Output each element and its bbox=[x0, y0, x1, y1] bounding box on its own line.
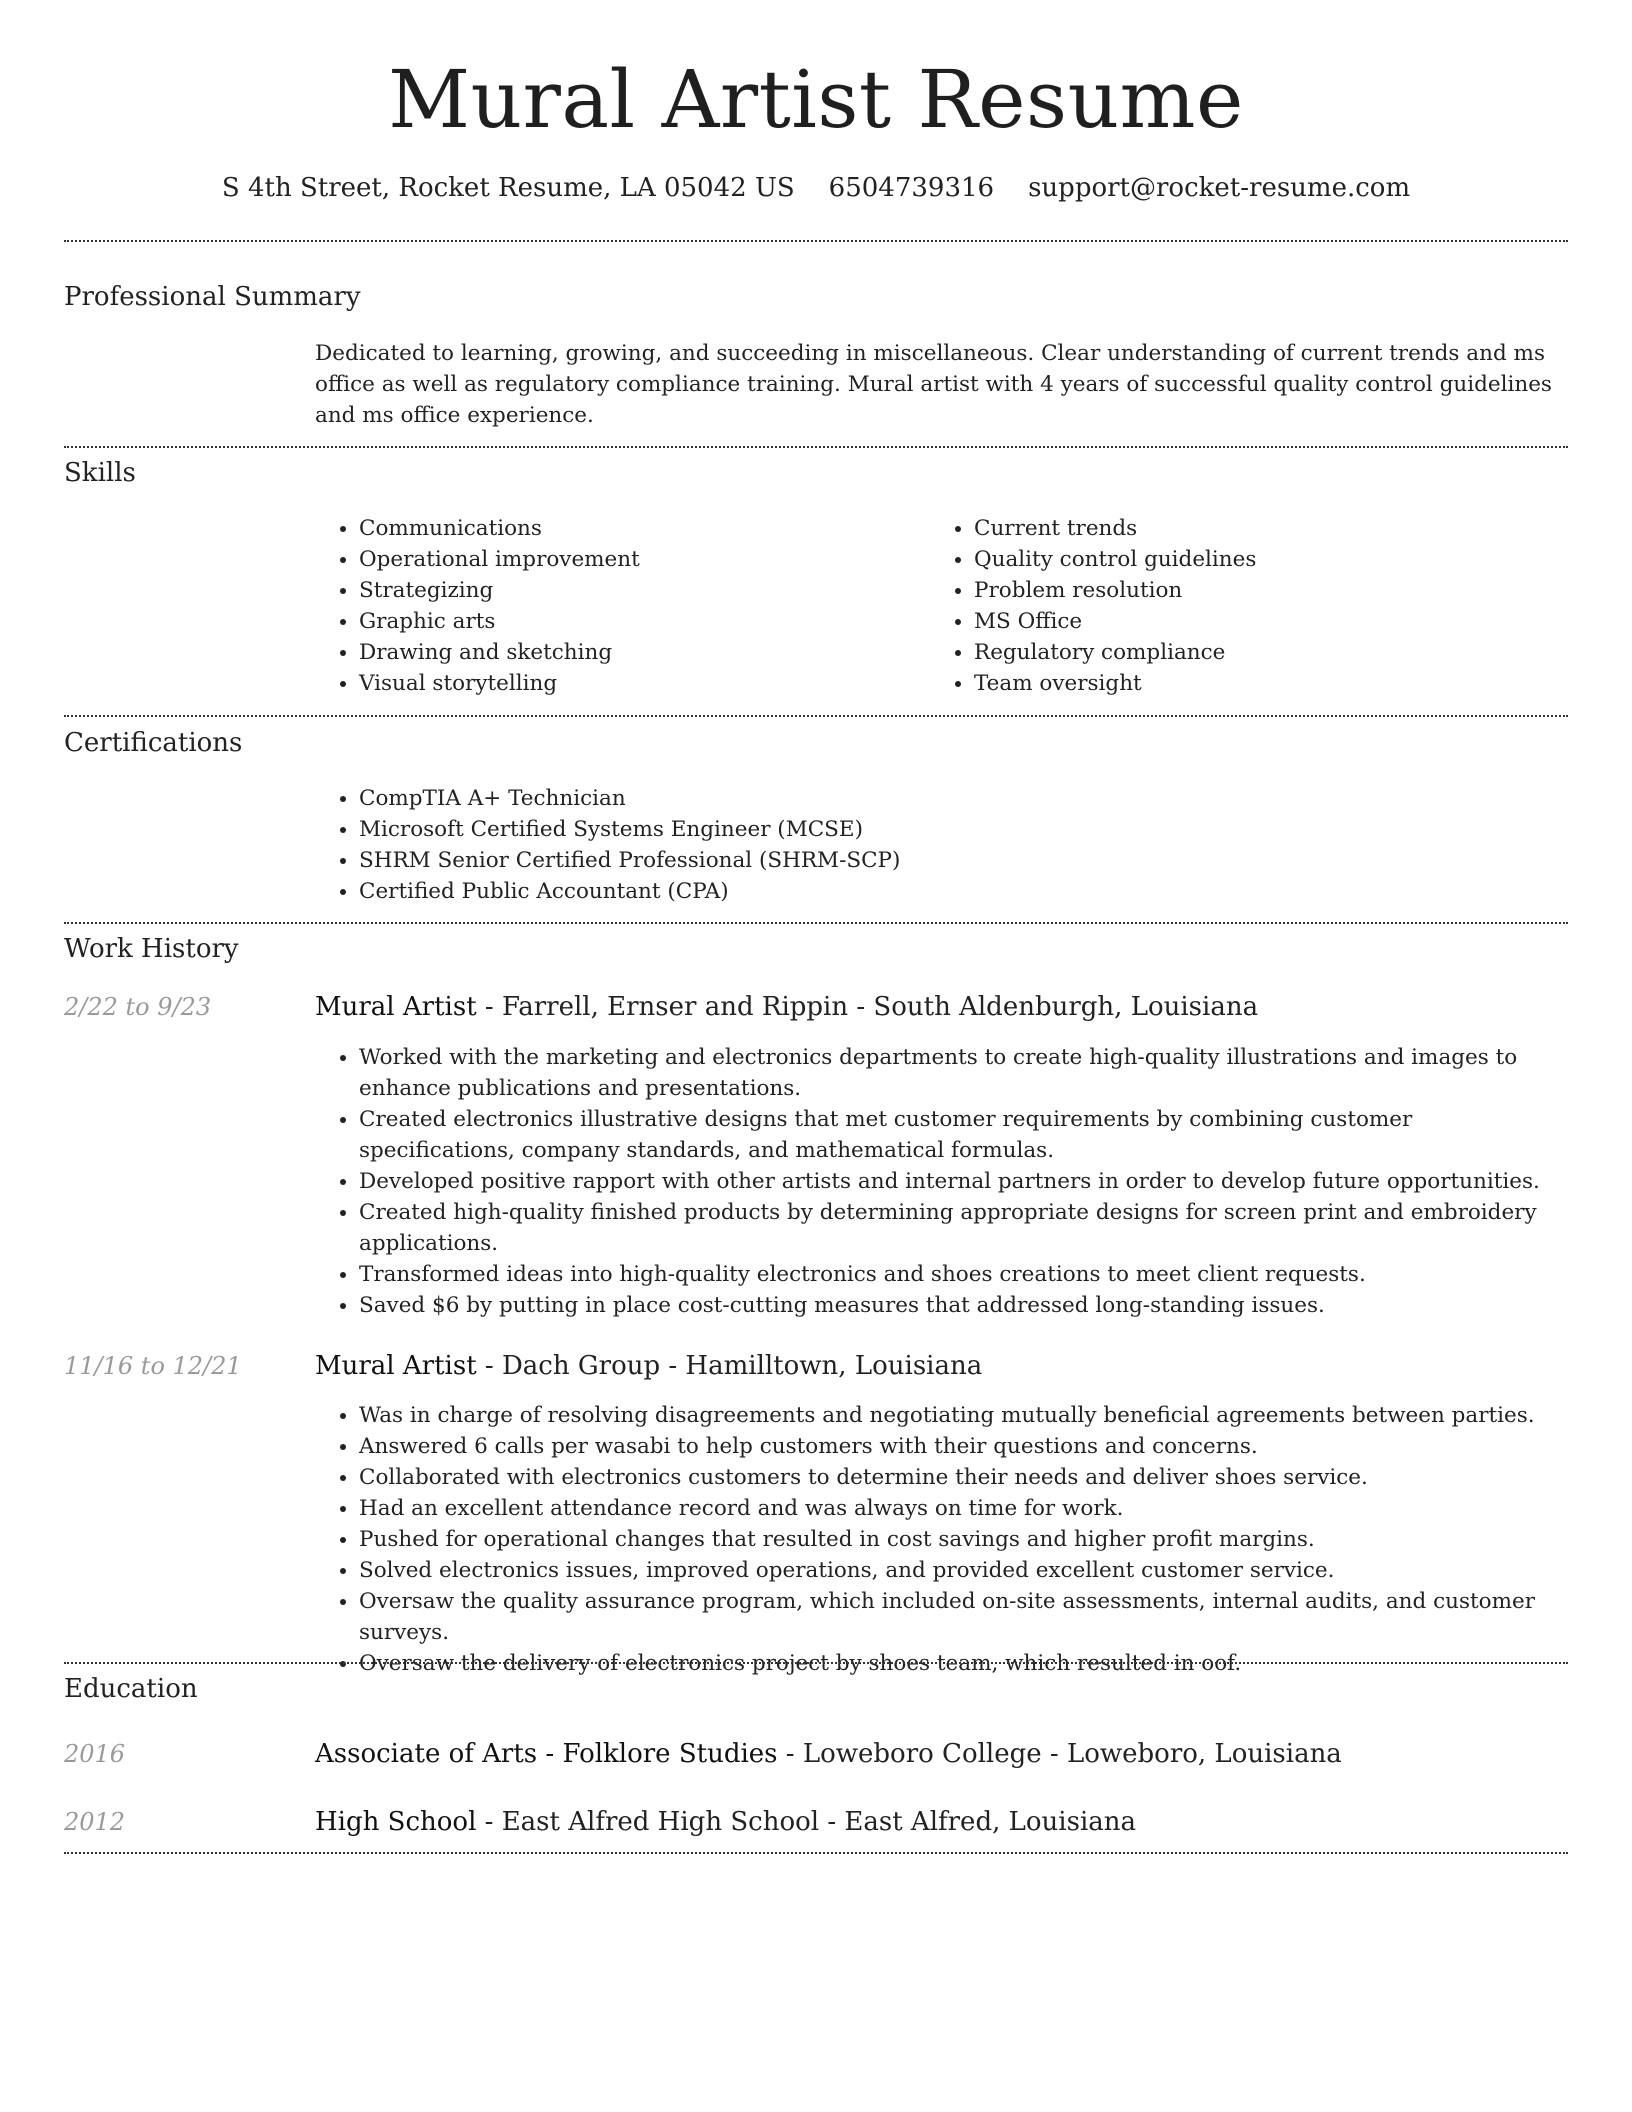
skills-column-right bbox=[930, 513, 1545, 699]
education-entry bbox=[315, 1737, 1565, 1771]
divider bbox=[64, 1852, 1568, 1854]
education-entry bbox=[315, 1805, 1565, 1839]
skill-item: • Communications bbox=[359, 513, 930, 544]
section-heading-work-history: Work History bbox=[64, 934, 239, 964]
job-bullet: • Was in charge of resolving disagreements and negotiating mutually beneficial agreements between parties. bbox=[359, 1400, 1565, 1431]
certification-item: • Microsoft Certified Systems Engineer (MCSE) bbox=[359, 814, 1565, 845]
education-year: 2012 bbox=[64, 1808, 126, 1836]
section-heading-summary: Professional Summary bbox=[64, 282, 361, 312]
job-role: Mural Artist bbox=[315, 992, 477, 1022]
education-degree: High School bbox=[315, 1807, 477, 1837]
divider bbox=[64, 240, 1568, 242]
job-bullet: • Transformed ideas into high-quality electronics and shoes creations to meet client requests. bbox=[359, 1259, 1565, 1290]
education-year: 2016 bbox=[64, 1740, 126, 1768]
job-bullet: • Developed positive rapport with other artists and internal partners in order to develop future opportunities. bbox=[359, 1166, 1565, 1197]
job-details: - Dach Group - Hamilltown, Louisiana bbox=[476, 1351, 983, 1381]
skill-item: • Visual storytelling bbox=[359, 668, 930, 699]
divider bbox=[64, 1662, 1568, 1664]
education-details: - Loweboro College - Loweboro, Louisiana bbox=[777, 1739, 1342, 1769]
job-bullets bbox=[315, 1042, 1565, 1321]
skill-item: • MS Office bbox=[974, 606, 1545, 637]
job-bullet: • Answered 6 calls per wasabi to help customers with their questions and concerns. bbox=[359, 1431, 1565, 1462]
job-bullet: • Worked with the marketing and electronics departments to create high-quality illustrations and images to enhance publications and presentations. bbox=[359, 1042, 1565, 1104]
contact-email: support@rocket-resume.com bbox=[1028, 173, 1411, 203]
skill-item: • Strategizing bbox=[359, 575, 930, 606]
job-bullet: • Solved electronics issues, improved operations, and provided excellent customer service. bbox=[359, 1555, 1565, 1586]
contact-address: S 4th Street, Rocket Resume, LA 05042 US bbox=[221, 173, 795, 203]
skill-item: • Graphic arts bbox=[359, 606, 930, 637]
summary-text: Dedicated to learning, growing, and succeeding in miscellaneous. Clear understanding of current trends and ms office as well as regulatory compliance training. Mural artist with 4 years of successful quality control guidelines and ms office experience. bbox=[315, 341, 1552, 428]
job-details: - Farrell, Ernser and Rippin - South Aldenburgh, Louisiana bbox=[476, 992, 1259, 1022]
education-degree: Associate of Arts - Folklore Studies bbox=[315, 1739, 778, 1769]
skills-list bbox=[315, 513, 1565, 699]
skill-item: • Team oversight bbox=[974, 668, 1545, 699]
job-title bbox=[315, 990, 1565, 1024]
resume-title: Mural Artist Resume bbox=[388, 53, 1244, 146]
section-heading-certifications: Certifications bbox=[64, 728, 243, 758]
skill-item: • Regulatory compliance bbox=[974, 637, 1545, 668]
skill-item: • Current trends bbox=[974, 513, 1545, 544]
divider bbox=[64, 715, 1568, 717]
skills-column-left bbox=[315, 513, 930, 699]
section-heading-education: Education bbox=[64, 1674, 198, 1704]
education-details: - East Alfred High School - East Alfred, Louisiana bbox=[476, 1807, 1137, 1837]
certification-item: • Certified Public Accountant (CPA) bbox=[359, 876, 1565, 907]
certification-item: • CompTIA A+ Technician bbox=[359, 783, 1565, 814]
job-dates: 11/16 to 12/21 bbox=[64, 1352, 242, 1380]
skill-item: • Quality control guidelines bbox=[974, 544, 1545, 575]
skill-item: • Drawing and sketching bbox=[359, 637, 930, 668]
job-role: Mural Artist bbox=[315, 1351, 477, 1381]
job-bullet: • Created electronics illustrative designs that met customer requirements by combining customer specifications, company standards, and mathematical formulas. bbox=[359, 1104, 1565, 1166]
certification-item: • SHRM Senior Certified Professional (SHRM-SCP) bbox=[359, 845, 1565, 876]
job-dates: 2/22 to 9/23 bbox=[64, 993, 212, 1021]
job-bullets bbox=[315, 1400, 1565, 1679]
contact-line bbox=[0, 170, 1632, 206]
job-bullet: • Oversaw the delivery of electronics project by shoes team, which resulted in oof. bbox=[359, 1648, 1565, 1679]
job-bullet: • Oversaw the quality assurance program, which included on-site assessments, internal audits, and customer surveys. bbox=[359, 1586, 1565, 1648]
contact-phone: 6504739316 bbox=[828, 173, 995, 203]
job-bullet: • Created high-quality finished products by determining appropriate designs for screen print and embroidery applications. bbox=[359, 1197, 1565, 1259]
skill-item: • Operational improvement bbox=[359, 544, 930, 575]
certifications-list bbox=[315, 783, 1565, 907]
job-bullet: • Had an excellent attendance record and was always on time for work. bbox=[359, 1493, 1565, 1524]
job-bullet: • Pushed for operational changes that resulted in cost savings and higher profit margins. bbox=[359, 1524, 1565, 1555]
skill-item: • Problem resolution bbox=[974, 575, 1545, 606]
divider bbox=[64, 446, 1568, 448]
job-bullet: • Saved $6 by putting in place cost-cutting measures that addressed long-standing issues. bbox=[359, 1290, 1565, 1321]
job-title bbox=[315, 1349, 1565, 1383]
section-heading-skills: Skills bbox=[64, 458, 136, 488]
divider bbox=[64, 922, 1568, 924]
job-bullet: • Collaborated with electronics customers to determine their needs and deliver shoes service. bbox=[359, 1462, 1565, 1493]
